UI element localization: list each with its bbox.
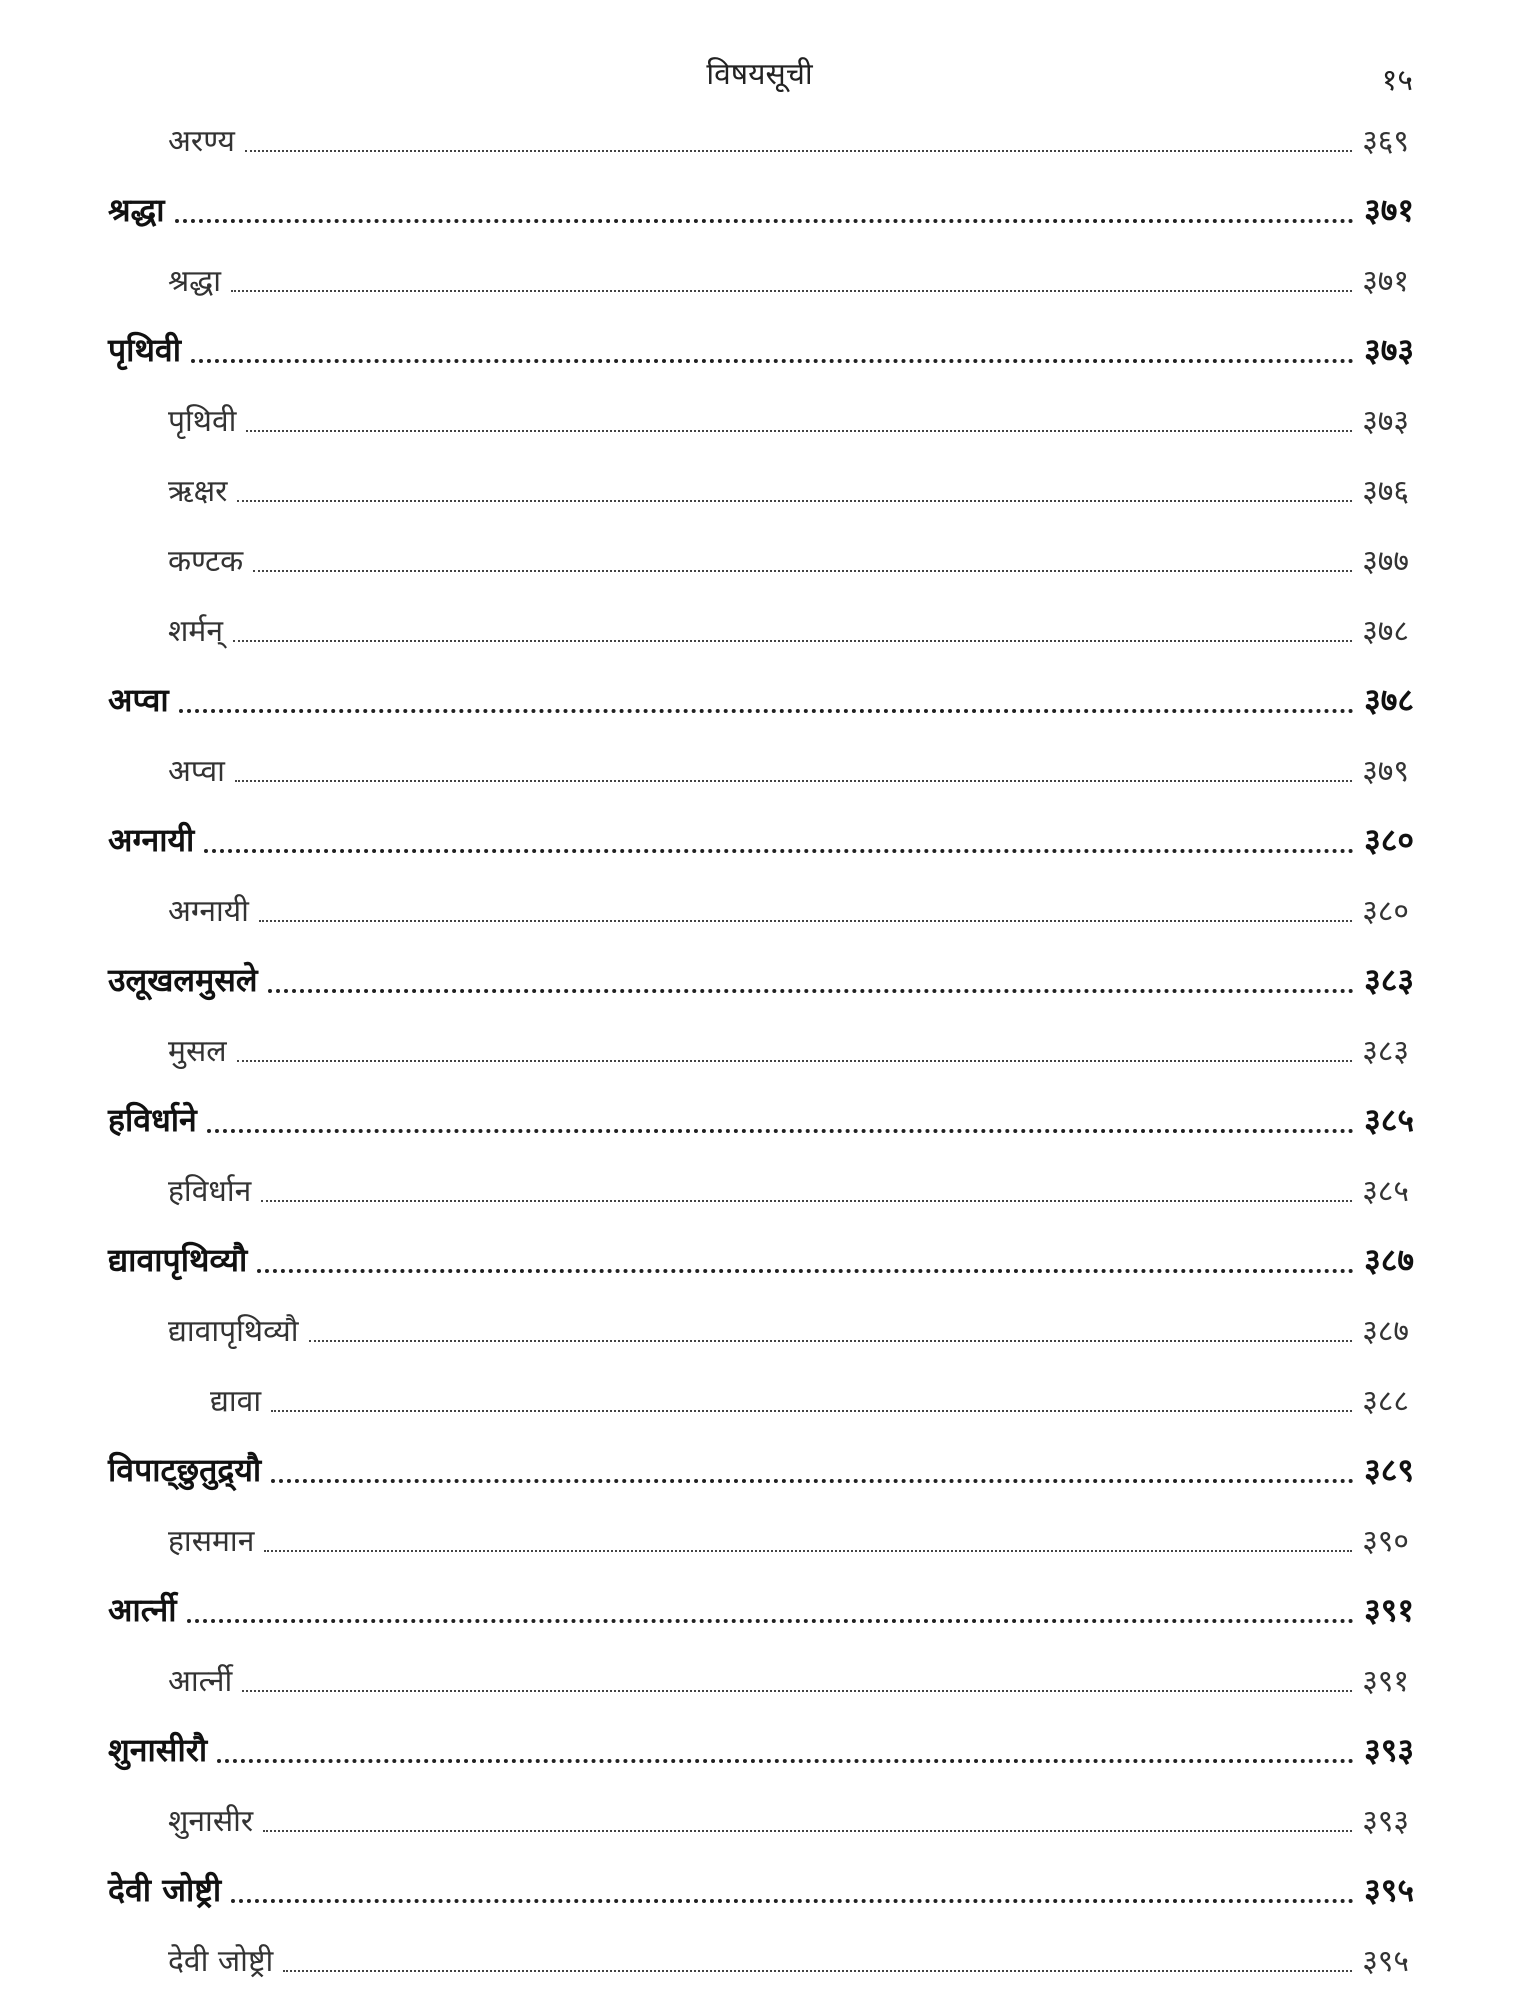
toc-entry-page-number: ३८५ — [1362, 1173, 1409, 1209]
toc-entry-page-number: ३८० — [1364, 820, 1414, 859]
toc-entry-label: आर्त्नी — [108, 1590, 177, 1629]
dot-leader — [257, 1269, 1354, 1273]
toc-section-entry — [0, 314, 1519, 384]
toc-entry-label: कण्टक — [168, 543, 244, 579]
dot-leader — [233, 640, 1352, 642]
dot-leader — [271, 1479, 1354, 1483]
toc-section-entry — [0, 1224, 1519, 1294]
toc-subentry — [0, 594, 1519, 664]
toc-entry-label: द्यावापृथिव्यौ — [168, 1313, 299, 1349]
toc-entry-label: अग्नायी — [108, 820, 195, 859]
toc-entry-label: हासमान — [168, 1523, 255, 1559]
toc-entry-page-number: ३९० — [1362, 1523, 1409, 1559]
running-header-title: विषयसूची — [706, 57, 813, 92]
toc-entry-page-number: ३८० — [1362, 893, 1409, 929]
dot-leader — [246, 430, 1352, 432]
toc-entry-page-number: ३९३ — [1362, 1803, 1409, 1839]
toc-section-entry — [0, 1574, 1519, 1644]
dot-leader — [259, 920, 1352, 922]
dot-leader — [245, 150, 1352, 152]
dot-leader — [191, 359, 1354, 363]
toc-entry-label: विपाट्छुतुद्र्यौ — [108, 1450, 262, 1489]
toc-entry-page-number: ३९३ — [1364, 1730, 1414, 1769]
dot-leader — [175, 219, 1355, 223]
toc-entry-label: मुसल — [168, 1033, 227, 1069]
toc-entry-label: पृथिवी — [168, 403, 237, 439]
dot-leader — [204, 849, 1354, 853]
toc-entry-label: शुनासीर — [168, 1803, 254, 1839]
dot-leader — [271, 1410, 1352, 1412]
toc-entry-label: पृथिवी — [108, 330, 181, 369]
toc-subentry — [0, 524, 1519, 594]
dot-leader — [179, 709, 1354, 713]
toc-subentry — [0, 104, 1519, 174]
toc-entry-page-number: ३७८ — [1364, 680, 1414, 719]
toc-section-entry — [0, 664, 1519, 734]
toc-entry-page-number: ३७१ — [1362, 263, 1409, 299]
toc-entry-label: देवी जोष्ट्री — [108, 1870, 222, 1909]
dot-leader — [231, 290, 1352, 292]
toc-subentry — [0, 1504, 1519, 1574]
toc-subentry — [0, 874, 1519, 944]
toc-entry-page-number: ३८९ — [1364, 1450, 1414, 1489]
toc-entry-label: उलूखलमुसले — [108, 960, 258, 999]
toc-entry-label: हविर्धाने — [108, 1100, 197, 1139]
dot-leader — [263, 1830, 1352, 1832]
toc-entry-page-number: ३८३ — [1364, 960, 1414, 999]
toc-entry-label: ऋक्षर — [168, 473, 228, 509]
toc-entry-page-number: ३७७ — [1362, 543, 1409, 579]
toc-subentry — [0, 244, 1519, 314]
dot-leader — [235, 780, 1352, 782]
toc-section-entry — [0, 1854, 1519, 1924]
toc-subentry — [0, 1014, 1519, 1084]
toc-entry-page-number: ३८७ — [1364, 1240, 1414, 1279]
toc-entry-label: आर्त्नी — [168, 1663, 233, 1699]
toc-subentry — [0, 1364, 1519, 1434]
toc-entry-label: श्रद्धा — [168, 263, 221, 299]
toc-entry-label: अग्नायी — [168, 893, 249, 929]
dot-leader — [217, 1759, 1354, 1763]
toc-entry-page-number: ३९५ — [1364, 1870, 1414, 1909]
toc-entry-label: अप्वा — [108, 680, 169, 719]
dot-leader — [283, 1970, 1352, 1972]
dot-leader — [207, 1129, 1354, 1133]
running-header-page-number: १५ — [1381, 63, 1413, 98]
toc-section-entry — [0, 804, 1519, 874]
dot-leader — [237, 500, 1352, 502]
toc-subentry — [0, 1784, 1519, 1854]
toc-entry-page-number: ३९१ — [1362, 1663, 1409, 1699]
dot-leader — [309, 1340, 1353, 1342]
toc-entry-page-number: ३६९ — [1362, 123, 1409, 159]
toc-entry-label: देवी जोष्ट्री — [168, 1943, 274, 1979]
toc-subentry — [0, 1154, 1519, 1224]
dot-leader — [237, 1060, 1353, 1062]
toc-entry-label: अरण्य — [168, 123, 235, 159]
toc-subentry — [0, 454, 1519, 524]
toc-entry-page-number: ३७६ — [1362, 473, 1409, 509]
dot-leader — [242, 1690, 1352, 1692]
toc-entry-label: द्यावा — [210, 1383, 262, 1419]
toc-section-entry — [0, 1434, 1519, 1504]
toc-section-entry — [0, 1084, 1519, 1154]
toc-entry-label: अप्वा — [168, 753, 225, 789]
toc-subentry — [0, 1294, 1519, 1364]
toc-entry-page-number: ३७८ — [1362, 613, 1409, 649]
toc-section-entry — [0, 944, 1519, 1014]
toc-entry-page-number: ३७३ — [1364, 330, 1414, 369]
toc-entry-label: शर्मन् — [168, 613, 223, 649]
dot-leader — [261, 1200, 1352, 1202]
dot-leader — [187, 1619, 1355, 1623]
toc-entry-page-number: ३९५ — [1362, 1943, 1409, 1979]
toc-subentry — [0, 1924, 1519, 1994]
toc-section-entry — [0, 174, 1519, 244]
toc-entry-page-number: ३८५ — [1364, 1100, 1414, 1139]
dot-leader — [231, 1899, 1354, 1903]
toc-subentry — [0, 384, 1519, 454]
toc-entry-page-number: ३७९ — [1362, 753, 1409, 789]
toc-entry-label: द्यावापृथिव्यौ — [108, 1240, 248, 1279]
toc-entry-page-number: ३७१ — [1364, 190, 1414, 229]
toc-entry-label: शुनासीरौ — [108, 1730, 208, 1769]
toc-entry-page-number: ३८७ — [1362, 1313, 1409, 1349]
dot-leader — [253, 570, 1352, 572]
dot-leader — [264, 1550, 1352, 1552]
toc-entry-page-number: ३७३ — [1362, 403, 1409, 439]
toc-entry-page-number: ३८३ — [1362, 1033, 1409, 1069]
toc-entry-label: श्रद्धा — [108, 190, 165, 229]
table-of-contents — [0, 104, 1519, 1994]
toc-entry-label: हविर्धान — [168, 1173, 252, 1209]
toc-entry-page-number: ३९१ — [1364, 1590, 1414, 1629]
toc-subentry — [0, 734, 1519, 804]
toc-subentry — [0, 1644, 1519, 1714]
toc-section-entry — [0, 1714, 1519, 1784]
dot-leader — [268, 989, 1355, 993]
toc-entry-page-number: ३८८ — [1362, 1383, 1409, 1419]
